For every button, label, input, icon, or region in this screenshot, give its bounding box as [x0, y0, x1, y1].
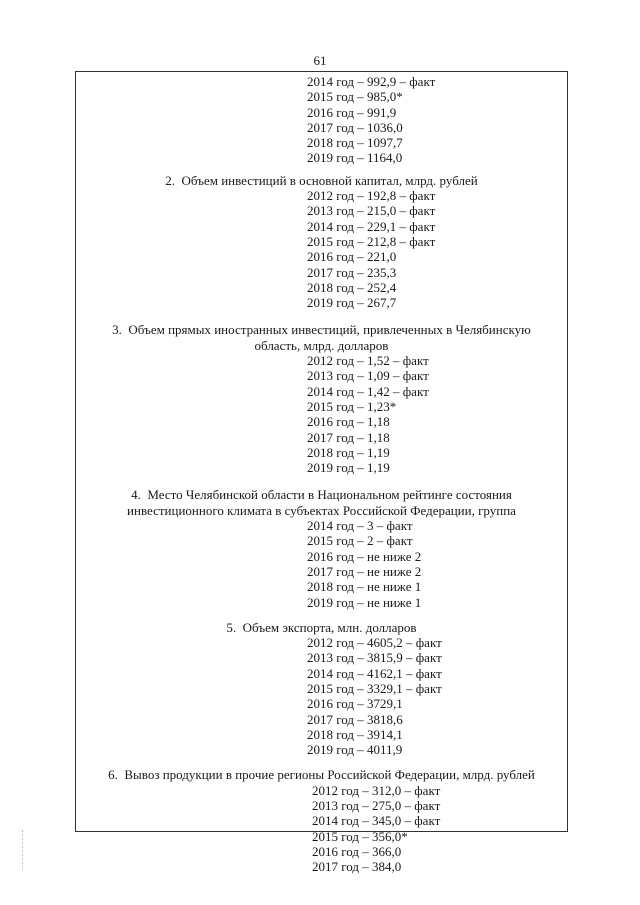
indicator-heading-line: 4. Место Челябинской области в Национальном рейтинге состояния: [131, 487, 512, 503]
indicator-value-line: 2012 год – 312,0 – факт: [312, 782, 441, 798]
indicator-values: [76, 518, 567, 610]
indicator-values: [76, 353, 567, 475]
indicator-value-line: 2016 год – 1,18: [307, 414, 390, 430]
indicator-value-line: 2016 год – 991,9: [307, 104, 397, 120]
indicator-value-line: 2018 год – 1,19: [307, 444, 390, 460]
page-number: 61: [313, 53, 327, 68]
indicator-value-line: 2018 год – не ниже 1: [307, 579, 422, 595]
indicator-value-line: 2017 год – 3818,6: [307, 711, 403, 727]
indicator-values: [76, 635, 567, 757]
indicator-value-line: 2017 год – не ниже 2: [307, 563, 422, 579]
scan-margin-mark: [22, 830, 23, 870]
indicator-value-line: 2018 год – 1097,7: [307, 135, 403, 151]
indicator-value-line: 2018 год – 252,4: [307, 279, 397, 295]
indicator-section: [76, 74, 567, 166]
indicator-value-line: 2015 год – 212,8 – факт: [307, 233, 436, 249]
indicator-heading-line: 3. Объем прямых иностранных инвестиций, привлеченных в Челябинскую: [112, 322, 531, 338]
indicator-value-line: 2013 год – 215,0 – факт: [307, 203, 436, 219]
indicator-value-line: 2013 год – 1,09 – факт: [307, 368, 429, 384]
indicator-value-line: 2019 год – не ниже 1: [307, 594, 422, 610]
indicator-value-line: 2015 год – 3329,1 – факт: [307, 680, 442, 696]
indicator-value-line: 2014 год – 3 – факт: [307, 518, 413, 534]
indicator-heading-line: инвестиционного климата в субъектах Российской Федерации, группа: [127, 502, 516, 518]
indicator-section: [76, 487, 567, 609]
indicator-value-line: 2016 год – 221,0: [307, 249, 397, 265]
indicator-values: [76, 188, 567, 310]
indicator-value-line: 2016 год – 366,0: [312, 843, 402, 859]
indicator-value-line: 2014 год – 992,9 – факт: [307, 74, 436, 89]
indicator-section: [76, 173, 567, 311]
indicator-value-line: 2014 год – 1,42 – факт: [307, 383, 429, 399]
indicator-value-line: 2012 год – 192,8 – факт: [307, 188, 436, 204]
indicator-value-line: 2016 год – 3729,1: [307, 696, 403, 712]
indicator-value-line: 2012 год – 1,52 – факт: [307, 353, 429, 369]
indicator-value-line: 2015 год – 356,0*: [312, 828, 408, 844]
indicator-values: [76, 783, 567, 875]
indicator-value-line: 2015 год – 1,23*: [307, 398, 397, 414]
content-box: [75, 71, 568, 875]
indicator-value-line: 2017 год – 1036,0: [307, 119, 403, 135]
indicator-value-line: 2014 год – 4162,1 – факт: [307, 665, 442, 681]
indicator-value-line: 2019 год – 267,7: [307, 295, 397, 311]
indicator-value-line: 2014 год – 345,0 – факт: [312, 813, 441, 829]
indicator-value-line: 2015 год – 985,0*: [307, 89, 403, 105]
indicator-section: [76, 322, 567, 475]
indicator-section: [76, 767, 567, 874]
indicator-values: [76, 74, 567, 166]
indicator-heading-line: область, млрд. долларов: [254, 337, 389, 353]
indicator-value-line: 2018 год – 3914,1: [307, 726, 403, 742]
indicator-value-line: 2019 год – 1,19: [307, 460, 390, 476]
indicator-heading-line: 6. Вывоз продукции в прочие регионы Российской Федерации, млрд. рублей: [108, 767, 535, 783]
indicator-value-line: 2016 год – не ниже 2: [307, 548, 422, 564]
indicator-value-line: 2017 год – 235,3: [307, 264, 397, 280]
indicator-heading-line: 5. Объем экспорта, млн. долларов: [226, 619, 417, 635]
indicator-value-line: 2017 год – 1,18: [307, 429, 390, 445]
indicator-value-line: 2019 год – 4011,9: [307, 742, 403, 758]
indicator-value-line: 2017 год – 384,0: [312, 859, 402, 875]
indicator-value-line: 2015 год – 2 – факт: [307, 533, 413, 549]
indicator-section: [76, 620, 567, 758]
indicator-value-line: 2014 год – 229,1 – факт: [307, 218, 436, 234]
indicator-heading-line: 2. Объем инвестиций в основной капитал, млрд. рублей: [165, 172, 478, 188]
indicator-value-line: 2013 год – 3815,9 – факт: [307, 650, 442, 666]
indicator-value-line: 2012 год – 4605,2 – факт: [307, 635, 442, 651]
indicator-value-line: 2019 год – 1164,0: [307, 150, 403, 166]
indicator-value-line: 2013 год – 275,0 – факт: [312, 798, 441, 814]
